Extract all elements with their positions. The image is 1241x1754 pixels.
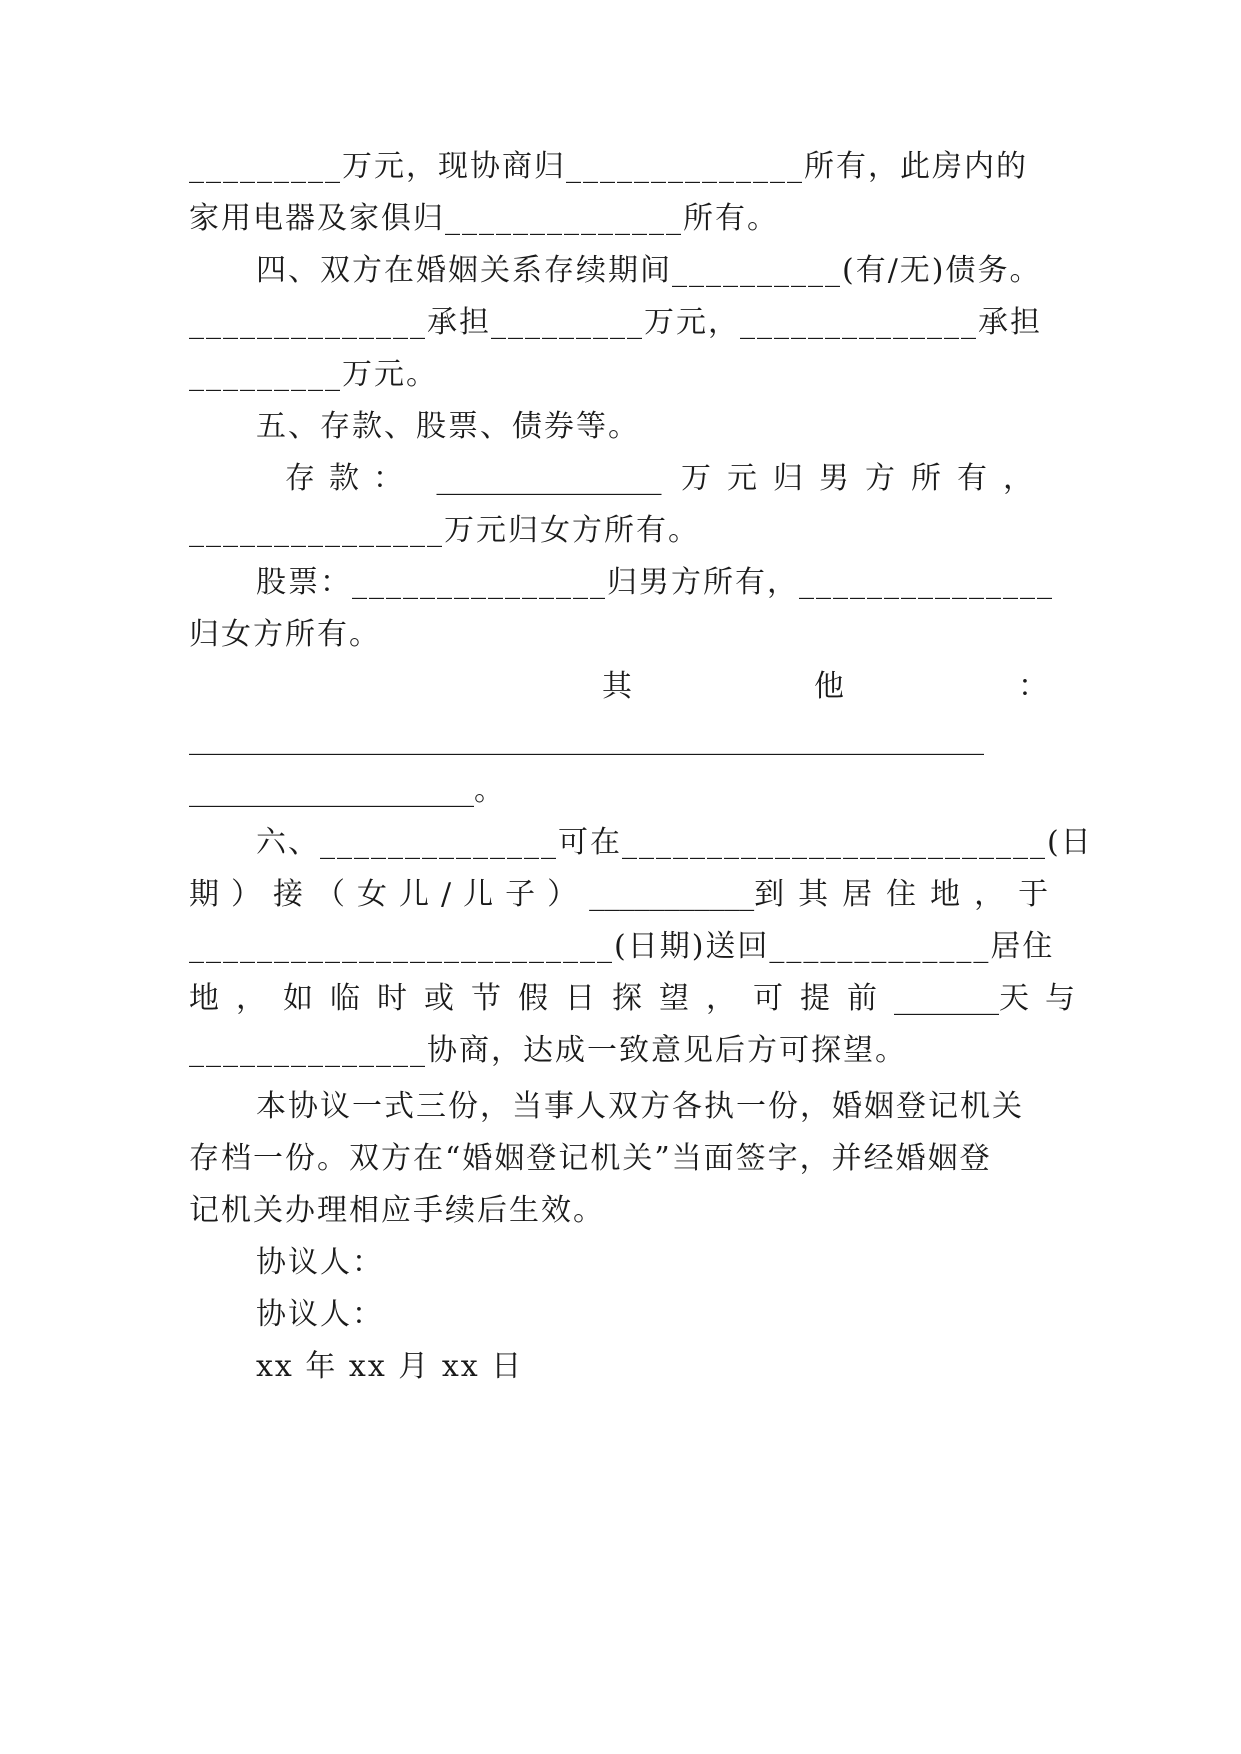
text-line-8: _______________万元归女方所有。 <box>189 513 700 548</box>
pickup-text: 期）接（女儿/儿子） <box>189 877 590 912</box>
visit-line <box>189 979 1091 1019</box>
pickup-line <box>189 875 1063 915</box>
deposit-line <box>285 459 1049 499</box>
text-line-1: _________万元，现协商归______________所有，此房内的 <box>189 149 1028 184</box>
text-line-13: ___________________。 <box>189 773 504 808</box>
other-colon: ： <box>1018 669 1050 704</box>
pickup-dest: 到其居住地，于 <box>754 877 1063 912</box>
signatory-1: 协议人： <box>256 1245 384 1280</box>
other-line <box>189 667 1049 707</box>
text-line-5: _________万元。 <box>189 357 438 392</box>
text-line-18: ______________协商，达成一致意见后方可探望。 <box>189 1033 907 1068</box>
other-char-1: 其 <box>602 669 634 704</box>
stock-line: 股票：_______________归男方所有，_______________ <box>256 565 1054 600</box>
visit-blank: _______ <box>894 981 999 1016</box>
text-line-4: ______________承担_________万元，______________承担 <box>189 305 1042 340</box>
visit-days: 天与 <box>999 981 1091 1016</box>
text-line-2: 家用电器及家俱归______________所有。 <box>189 201 779 236</box>
pickup-blank: ___________ <box>589 877 755 912</box>
text-line-16: _________________________(日期)送回_____________居住 <box>189 929 1055 964</box>
text-line-21: 记机关办理相应手续后生效。 <box>189 1193 605 1228</box>
copies-line: 本协议一式三份，当事人双方各执一份，婚姻登记机关 <box>256 1089 1024 1124</box>
clause-six: 六、______________可在_________________________(日 <box>256 825 1093 860</box>
text-line-10: 归女方所有。 <box>189 617 381 652</box>
signatory-2: 协议人： <box>256 1297 384 1332</box>
deposit-male-text: 万元归男方所有， <box>681 461 1049 496</box>
clause-four: 四、双方在婚姻关系存续期间__________(有/无)债务。 <box>256 253 1042 288</box>
text-line-20: 存档一份。双方在“婚姻登记机关”当面签字，并经婚姻登 <box>189 1141 992 1176</box>
other-char-2: 他 <box>814 669 846 704</box>
visit-text: 地，如临时或节假日探望，可提前 <box>189 981 894 1016</box>
other-blank-line: _____________________________________________________ <box>189 721 984 756</box>
clause-five: 五、存款、股票、债券等。 <box>256 409 640 444</box>
deposit-label: 存款： <box>285 461 417 496</box>
date-line: xx 年 xx 月 xx 日 <box>256 1349 524 1384</box>
deposit-blank: _______________ <box>436 461 662 496</box>
